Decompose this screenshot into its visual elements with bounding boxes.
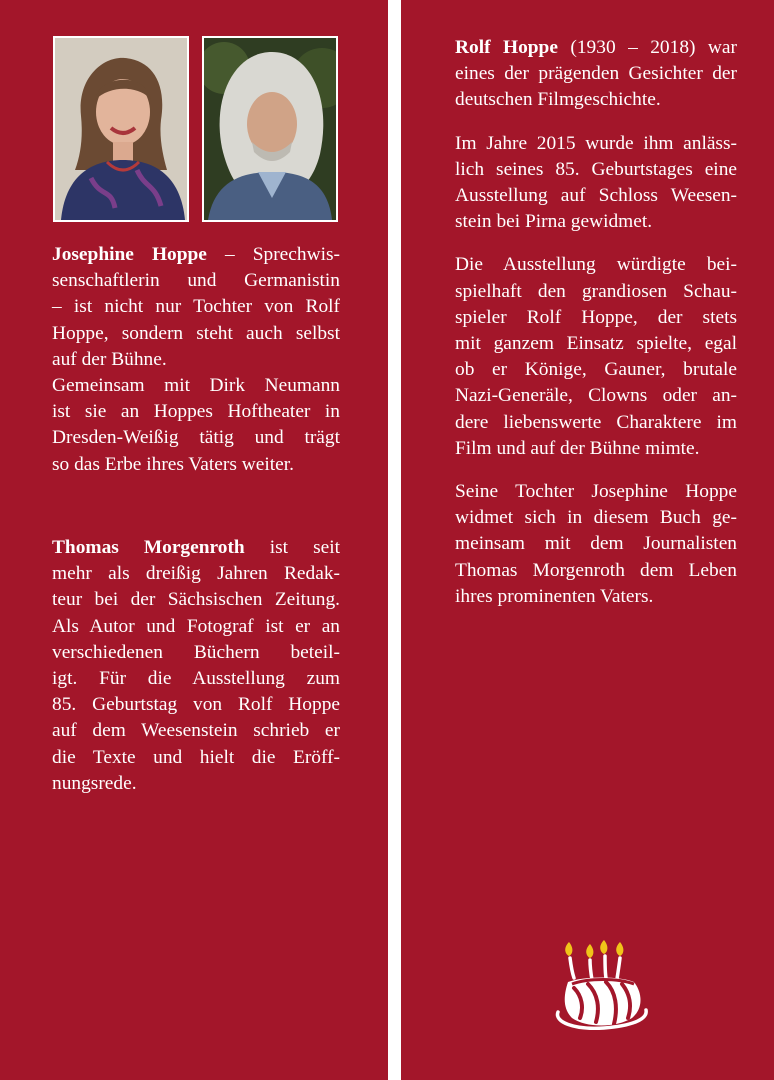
bio-line: Dresden-Weißig tätig und trägt <box>52 427 340 449</box>
bio-line: die Texte und hielt die Eröff- <box>52 746 340 768</box>
bio-line: Josephine Hoppe – Sprechwis- <box>52 244 340 265</box>
book-description <box>455 35 737 627</box>
bio-line: nungsrede. <box>52 772 137 794</box>
description-line: spieler Rolf Hoppe, der stets <box>455 306 737 328</box>
bio-line: auf der Bühne. <box>52 348 167 370</box>
bio-line: igt. Für die Ausstellung zum <box>52 668 340 690</box>
description-line: meinsam mit dem Journalisten <box>455 533 737 555</box>
bio-line: Als Autor und Fotograf ist er an <box>52 615 340 637</box>
author-name-thomas: Thomas Morgenroth <box>52 537 245 558</box>
description-line: ob er Könige, Gauner, brutale <box>455 359 737 381</box>
portrait-photo-thomas <box>202 36 338 222</box>
description-paragraph-3 <box>455 252 737 462</box>
description-line: stein bei Pirna gewidmet. <box>455 211 653 233</box>
bio-line: 85. Geburtstag von Rolf Hoppe <box>52 694 340 716</box>
description-line: ihres prominenten Vaters. <box>455 585 654 607</box>
description-line: Film und auf der Bühne mimte. <box>455 437 700 459</box>
bio-line: verschiedenen Büchern beteil- <box>52 641 340 663</box>
portrait-woman-image <box>55 38 187 220</box>
author-name-josephine: Josephine Hoppe <box>52 244 207 265</box>
description-paragraph-1 <box>455 35 737 114</box>
description-line: lich seines 85. Geburtstages eine <box>455 158 737 180</box>
bio-line: teur bei der Sächsischen Zeitung. <box>52 589 340 611</box>
bio-line: so das Erbe ihres Vaters weiter. <box>52 453 294 475</box>
portrait-photo-josephine <box>53 36 189 222</box>
bio-line: Thomas Morgenroth ist seit <box>52 537 340 558</box>
description-line: widmet sich in diesem Buch ge- <box>455 507 737 529</box>
description-line: spielhaft den grandiosen Schau- <box>455 280 737 302</box>
bio-line: ist sie an Hoppes Hoftheater in <box>52 401 340 423</box>
description-paragraph-4 <box>455 479 737 610</box>
author-bio-josephine <box>52 242 340 478</box>
bio-line: auf dem Weesenstein schrieb er <box>52 720 340 742</box>
birthday-cake-icon <box>554 938 650 1030</box>
bio-line: Hoppe, sondern steht auch selbst <box>52 322 340 344</box>
description-line: Im Jahre 2015 wurde ihm anläss- <box>455 132 737 154</box>
bio-line: mehr als dreißig Jahren Redak- <box>52 563 340 585</box>
description-line: eines der prägenden Gesichter der <box>455 63 737 85</box>
author-bio-thomas <box>52 535 340 797</box>
subject-name-rolf: Rolf Hoppe <box>455 37 558 58</box>
description-line: Rolf Hoppe (1930 – 2018) war <box>455 37 737 58</box>
portrait-man-image <box>204 38 336 220</box>
description-line: dere liebenswerte Charaktere im <box>455 411 737 433</box>
description-paragraph-2 <box>455 131 737 236</box>
description-line: Thomas Morgenroth dem Leben <box>455 559 737 581</box>
description-line: deutschen Filmgeschichte. <box>455 89 661 111</box>
bio-line: Gemeinsam mit Dirk Neumann <box>52 375 340 397</box>
description-line: Nazi-Generäle, Clowns oder an- <box>455 385 737 407</box>
description-line: Ausstellung auf Schloss Weesen- <box>455 185 737 207</box>
description-line: Seine Tochter Josephine Hoppe <box>455 481 737 503</box>
bio-line: – ist nicht nur Tochter von Rolf <box>52 296 340 318</box>
description-line: Die Ausstellung würdigte bei- <box>455 254 737 276</box>
bio-line: senschaftlerin und Germanistin <box>52 270 340 292</box>
description-line: mit ganzem Einsatz spielte, egal <box>455 333 737 355</box>
